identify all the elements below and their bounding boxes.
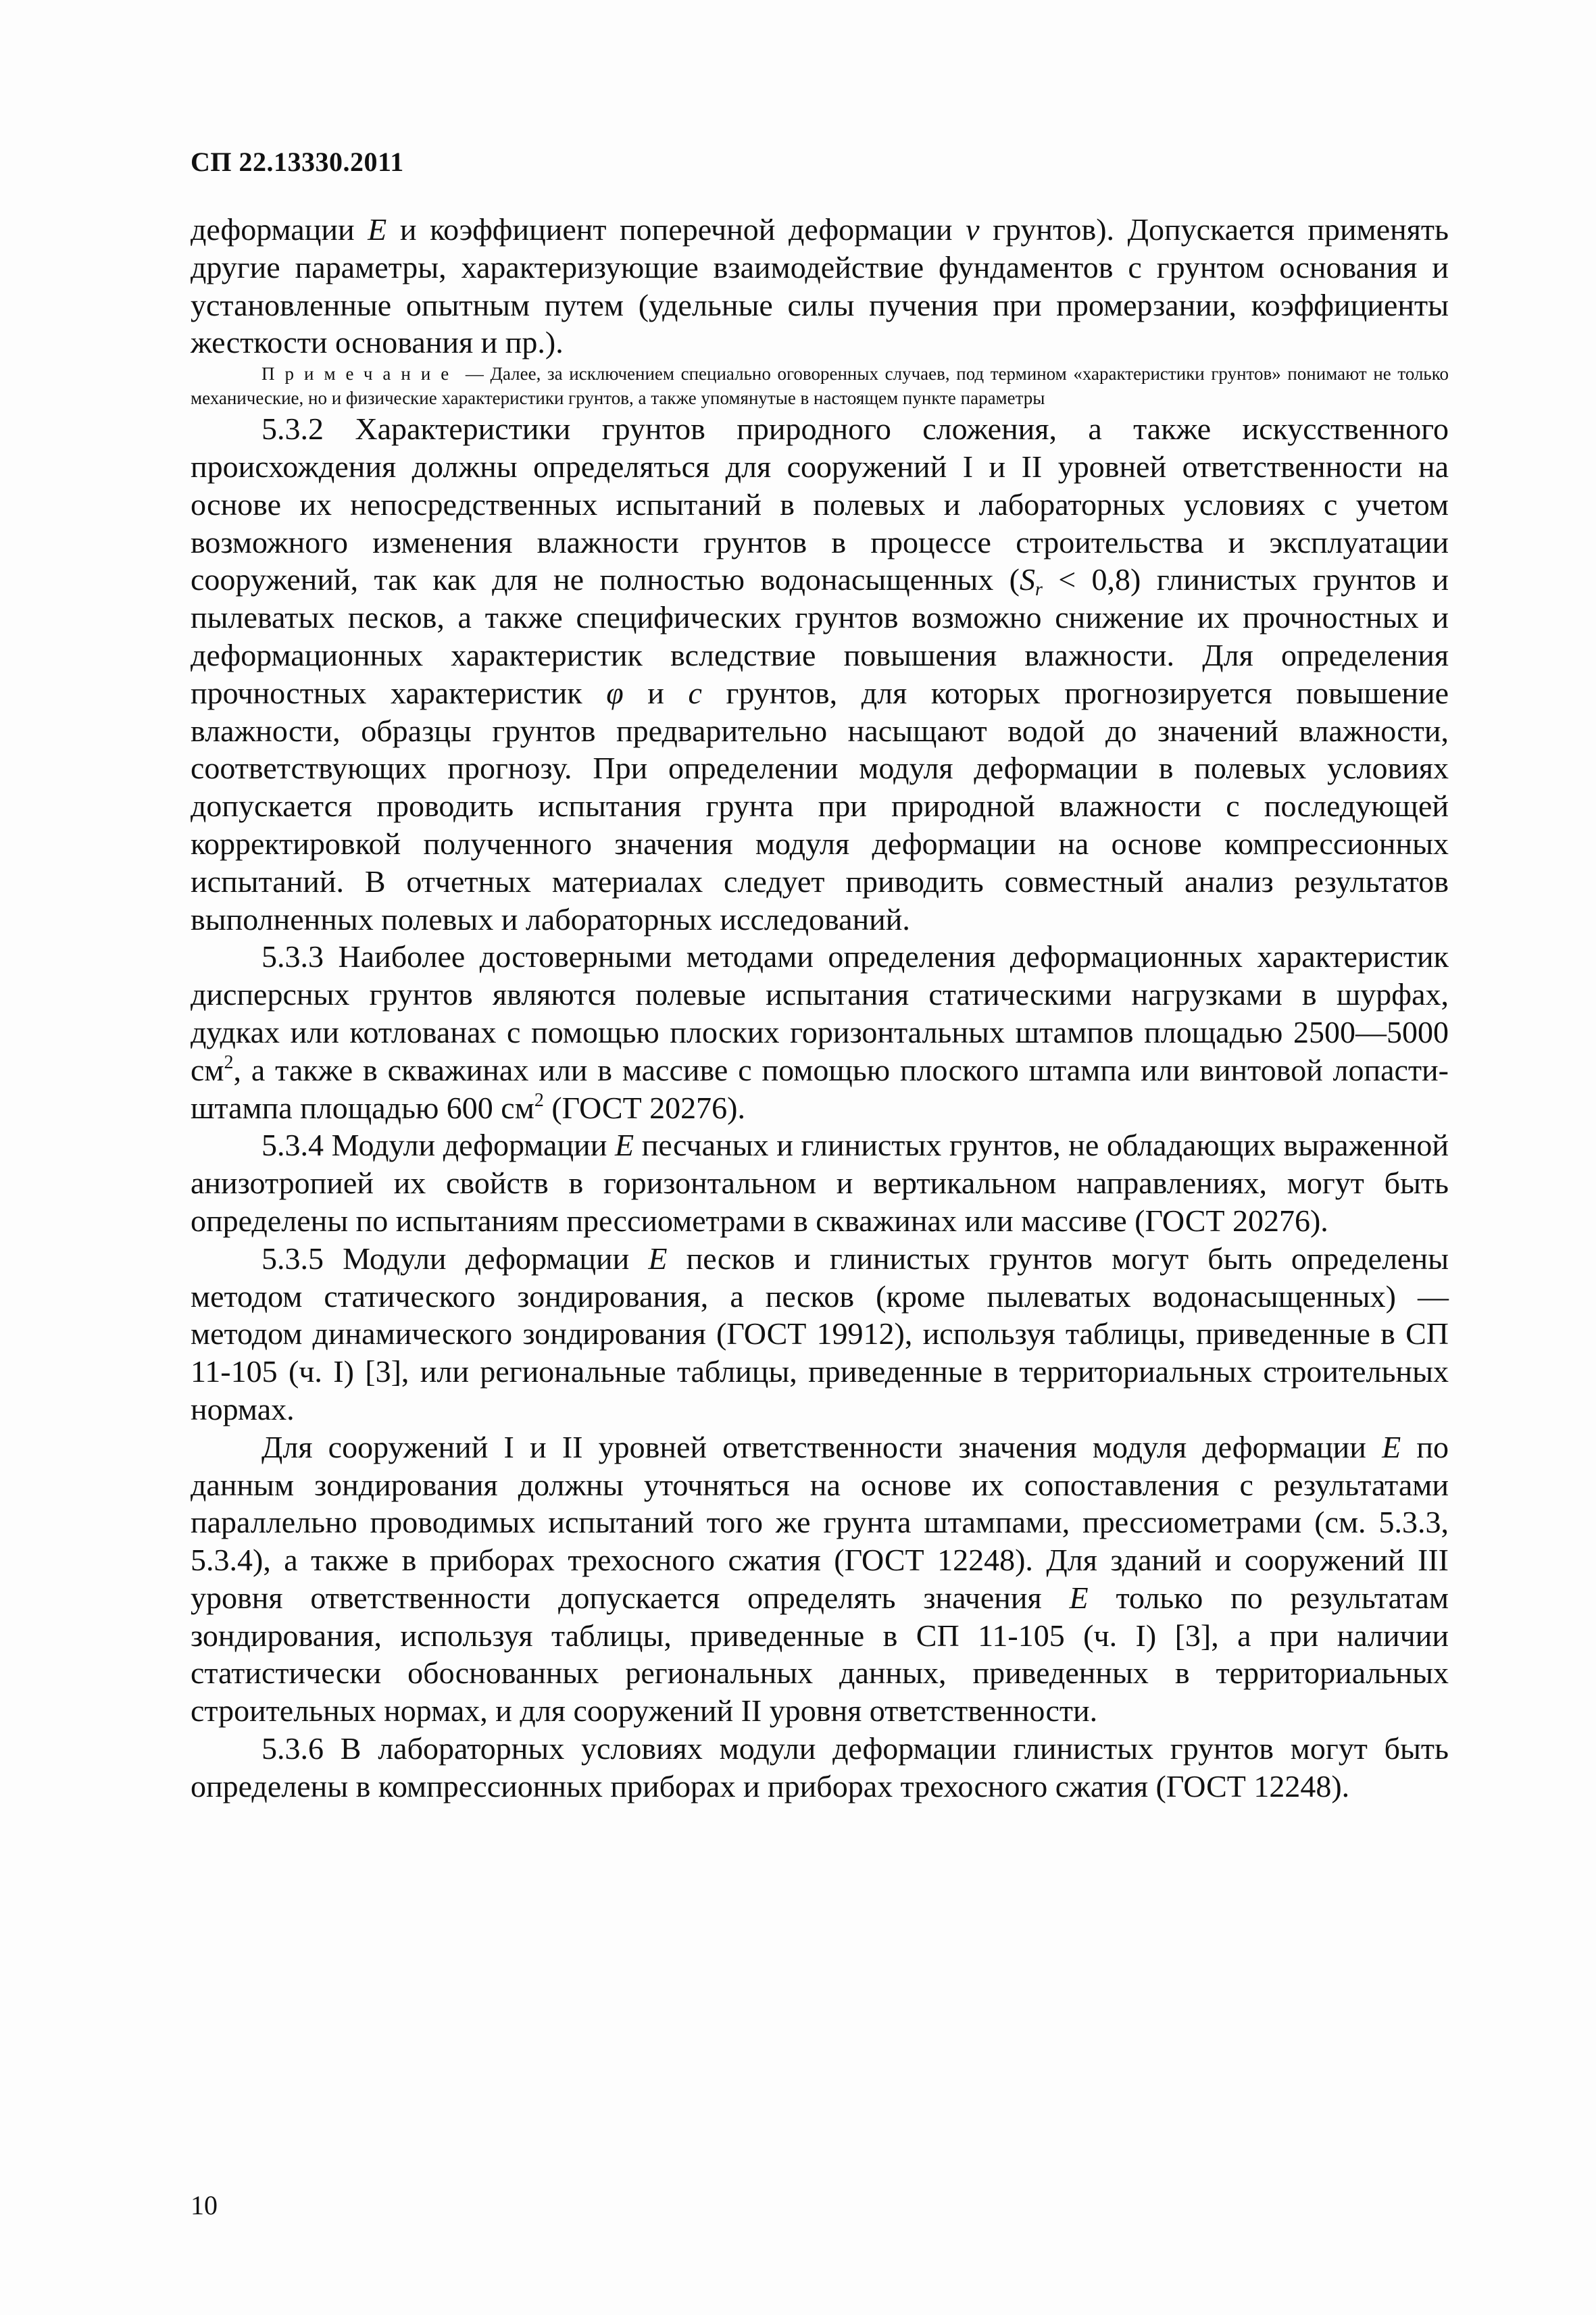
symbol-E: E bbox=[1382, 1429, 1401, 1464]
superscript-2: 2 bbox=[534, 1089, 544, 1111]
paragraph-continuation: деформации E и коэффициент поперечной деформации ν грунтов). Допускается применять другие параметры, характеризующие взаимодействие фундаментов с грунтом основания и установленные опытным путем (удельные силы пучения при промерзании, коэффициенты жесткости основания и пр.). bbox=[191, 212, 1449, 360]
symbol-E: E bbox=[648, 1241, 668, 1276]
paragraph-5-3-3: 5.3.3 Наиболее достоверными методами определения деформационных характеристик дисперсных грунтов являются полевые испытания статическими нагрузками в шурфах, дудках или котлованах с помощью плоских горизонтальных штампов площадью 2500—5000 $см^2$, а также в скважинах или в массиве с помощью плоского штампа или винтовой лопасти-штампа площадью 600 $см^2$ (ГОСТ 20276). bbox=[191, 939, 1449, 1125]
symbol-r-subscript: r bbox=[1034, 579, 1043, 601]
superscript-2: 2 bbox=[224, 1051, 234, 1073]
note bbox=[191, 362, 1449, 410]
symbol-E: E bbox=[615, 1128, 634, 1163]
symbol-nu: ν bbox=[966, 212, 980, 247]
paragraph-5-3-4: 5.3.4 Модули деформации E песчаных и глинистых грунтов, не обладающих выраженной анизотропией их свойств в горизонтальном и вертикальном направлениях, могут быть определены по испытаниям прессиометрами в скважинах или массиве (ГОСТ 20276). bbox=[191, 1128, 1449, 1238]
paragraph-5-3-5: 5.3.5 Модули деформации E песков и глинистых грунтов могут быть определены методом статического зондирования, а песков (кроме пылеватых водонасыщенных) — методом динамического зондирования (ГОСТ 19912), используя таблицы, приведенные в СП 11-105 (ч. I) [3], или региональные таблицы, приведенные в территориальных строительных нормах. bbox=[191, 1241, 1449, 1426]
document-header: СП 22.13330.2011 bbox=[191, 147, 404, 177]
page-number: 10 bbox=[191, 2190, 218, 2220]
note-text: — Далее, за исключением специально оговоренных случаев, под термином «характеристики грунтов» понимают не только механические, но и физические характеристики грунтов, а также упомянутые в настоящем пункте параметры bbox=[191, 364, 1449, 409]
symbol-E: E bbox=[1069, 1580, 1089, 1615]
symbol-phi: φ bbox=[606, 675, 624, 710]
paragraph-5-3-6: 5.3.6 В лабораторных условиях модули деформации глинистых грунтов могут быть определены в компрессионных приборах и приборах трехосного сжатия (ГОСТ 12248). bbox=[191, 1731, 1449, 1803]
note-label: Примечание bbox=[261, 364, 459, 384]
paragraph-5-3-2: 5.3.2 Характеристики грунтов природного сложения, а также искусственного происхождения должны определяться для сооружений I и II уровней ответственности на основе их непосредственных испытаний в полевых и лабораторных условиях с учетом возможного изменения влажности грунтов в процессе строительства и эксплуатации сооружений, так как для не полностью водонасыщенных $(S_r < 0,8)$ глинистых грунтов и пылеватых песков, а также специфических грунтов возможно снижение их прочностных и деформационных характеристик вследствие повышения влажности. Для определения прочностных характеристик φ и c грунтов, для которых прогнозируется повышение влажности, образцы грунтов предварительно насыщают водой до значений влажности, соответствующих прогнозу. При определении модуля деформации в полевых условиях допускается проводить испытания грунта при природной влажности с последующей корректировкой полученного значения модуля деформации на основе компрессионных испытаний. В отчетных материалах следует приводить совместный анализ результатов выполненных полевых и лабораторных исследований. bbox=[191, 412, 1449, 937]
symbol-c: c bbox=[688, 675, 702, 710]
symbol-E: E bbox=[368, 212, 387, 247]
symbol-S: S bbox=[1019, 562, 1035, 597]
paragraph-5-3-5-continued: Для сооружений I и II уровней ответственности значения модуля деформации E по данным зондирования должны уточняться на основе их сопоставления с результатами параллельно проводимых испытаний того же грунта штампами, прессиометрами (см. 5.3.3, 5.3.4), а также в приборах трехосного сжатия (ГОСТ 12248). Для зданий и сооружений III уровня ответственности допускается определять значения E только по результатам зондирования, используя таблицы, приведенные в СП 11-105 (ч. I) [3], а при наличии статистически обоснованных региональных данных, приведенных в территориальных строительных нормах, и для сооружений II уровня ответственности. bbox=[191, 1429, 1449, 1728]
page-body bbox=[191, 211, 1449, 1806]
